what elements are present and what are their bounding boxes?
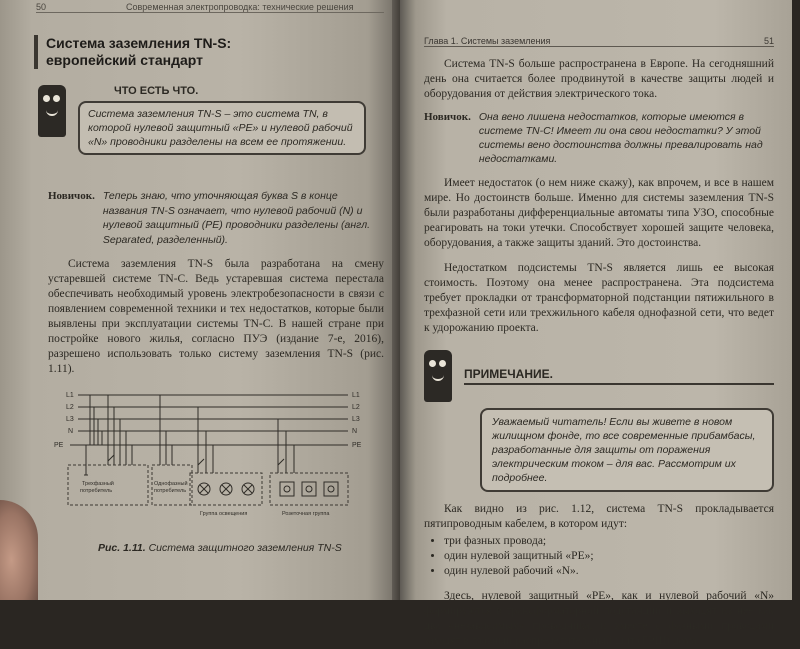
section-title bbox=[34, 35, 384, 69]
note-header bbox=[424, 350, 774, 402]
left-page-number: 50 bbox=[36, 2, 47, 12]
novice-tag: Новичок. bbox=[48, 190, 95, 202]
right-novice-note bbox=[424, 110, 774, 166]
novice-note bbox=[48, 189, 384, 247]
right-novice-text: Она вено лишена недостатков, которые имеются в системе TN-C! Имеет ли она свои недостатки? У этой системы вено достоинства должны превалировать над недостатками. bbox=[478, 111, 763, 165]
tn-s-wiring-diagram bbox=[48, 385, 378, 535]
line-label-n-left: N bbox=[68, 428, 74, 435]
cable-conductor-list bbox=[430, 534, 774, 579]
figure-caption bbox=[98, 542, 384, 554]
single-phase-consumer-label-1: Однофазный bbox=[154, 481, 188, 487]
right-page bbox=[400, 0, 792, 647]
what-is-what-block bbox=[74, 85, 384, 175]
three-phase-consumer-label-1: Трехфазный bbox=[82, 481, 114, 487]
right-running-head-text: Глава 1. Системы заземления bbox=[424, 36, 551, 46]
lighting-group-label: Группа освещения bbox=[200, 511, 248, 517]
line-label-l2-left: L2 bbox=[66, 404, 74, 411]
list-item: • три фазных провода; bbox=[444, 534, 774, 549]
mascot-icon bbox=[424, 350, 452, 402]
mascot-icon bbox=[38, 85, 66, 137]
list-item: • один нулевой защитный «PE»; bbox=[444, 549, 774, 564]
right-running-head bbox=[424, 0, 774, 47]
figure-1-11 bbox=[48, 385, 384, 554]
what-is-what-label: ЧТО ЕСТЬ ЧТО. bbox=[114, 85, 199, 97]
line-label-l3-left: L3 bbox=[66, 416, 74, 423]
line-label-l1-right: L1 bbox=[352, 392, 360, 399]
single-phase-consumer-label-2: потребитель bbox=[154, 488, 187, 494]
section-title-line2: европейский стандарт bbox=[46, 52, 204, 68]
left-running-head bbox=[36, 0, 384, 13]
body-paragraph: Система заземления TN-S была разработана на смену устаревшей системе TN-C. Ведь устаревшая система перестала обеспечивать необходимый уровень электробезопасности в связи с появлением современной техники и тех недостатков, которые были выявлены при эксплуатации системы TN-C. В нашей стране при постройке нового жилья, согласно ПУЭ (издание 7-е, 2016), разрешено использовать только систему заземления TN-S (рис. 1.11). bbox=[48, 258, 384, 375]
right-paragraph-2: Имеет недостаток (о нем ниже скажу), как впрочем, и все в нашем мире. Но достоинств больше. Именно для системы заземления TN-S были разработаны дифференциальные автоматы типа УЗО, способные реагировать на токи утечки. Способствует хорошей защите человека, оборудования, а также защиты зданий. Это достоинства. bbox=[424, 177, 774, 249]
list-item: • один нулевой рабочий «N». bbox=[444, 564, 774, 579]
note-label: ПРИМЕЧАНИЕ. bbox=[464, 367, 774, 385]
section-title-line1: Система заземления TN-S: bbox=[46, 35, 232, 51]
line-label-l2-right: L2 bbox=[352, 404, 360, 411]
right-paragraph-4: Как видно из рис. 1.12, система TN-S прокладывается пятипроводным кабелем, в котором идут: bbox=[424, 503, 774, 530]
note-box: Уважаемый читатель! Если вы живете в новом жилищном фонде, то все современные прибамбасы, разработанные для защиты от поражения электрическим током – для вас. Рассмотрим их подробнее. bbox=[480, 408, 774, 492]
three-phase-consumer-label-2: потребитель bbox=[80, 488, 113, 494]
right-novice-tag: Новичок. bbox=[424, 111, 471, 123]
novice-text: Теперь знаю, что уточняющая буква S в конце названия TN-S означает, что нулевой рабочий (N) и нулевой защитный (PE) проводники разделены (англ. Separated, разделенный). bbox=[102, 190, 371, 246]
line-label-l3-right: L3 bbox=[352, 416, 360, 423]
line-label-pe-right: PE bbox=[352, 442, 362, 449]
figure-caption-number: Рис. 1.11. bbox=[98, 542, 146, 554]
left-running-head-text: Современная электропроводка: технические решения bbox=[126, 2, 354, 12]
figure-caption-text: Система защитного заземления TN-S bbox=[148, 542, 342, 554]
line-label-l1-left: L1 bbox=[66, 392, 74, 399]
line-label-n-right: N bbox=[352, 428, 358, 435]
definition-box: Система заземления TN-S – это система TN, в которой нулевой защитный «PE» и нулевой рабочий «N» проводники разделены на всем ее протяжении. bbox=[78, 101, 366, 155]
socket-group-label: Розеточная группа bbox=[282, 511, 330, 517]
right-paragraph-3: Недостатком подсистемы TN-S является лишь ее высокая стоимость. Поэтому она менее распространена. Эта подсистема требует прокладки от трансформаторной подстанции пятижильного в трехфазной сети или трехжильного кабеля однофазной сети, что ведет к удорожанию проекта. bbox=[424, 262, 774, 334]
line-label-pe-left: PE bbox=[54, 442, 64, 449]
right-paragraph-5: Здесь, нулевой защитный «PE», как и нулевой рабочий «N» формируются в трансформаторной подстанции и выходят из нее как два «независимых» проводника, и вместе с фазными проводами заходят в главный распределительный щит (ГРЩ) дома. bbox=[424, 590, 774, 647]
right-page-number: 51 bbox=[763, 36, 774, 46]
left-page bbox=[0, 0, 400, 600]
right-paragraph-1: Система TN-S больше распространена в Европе. На сегодняшний день она считается более продвинутой в качестве защиты людей и оборудования от действия электрического тока. bbox=[424, 58, 774, 100]
